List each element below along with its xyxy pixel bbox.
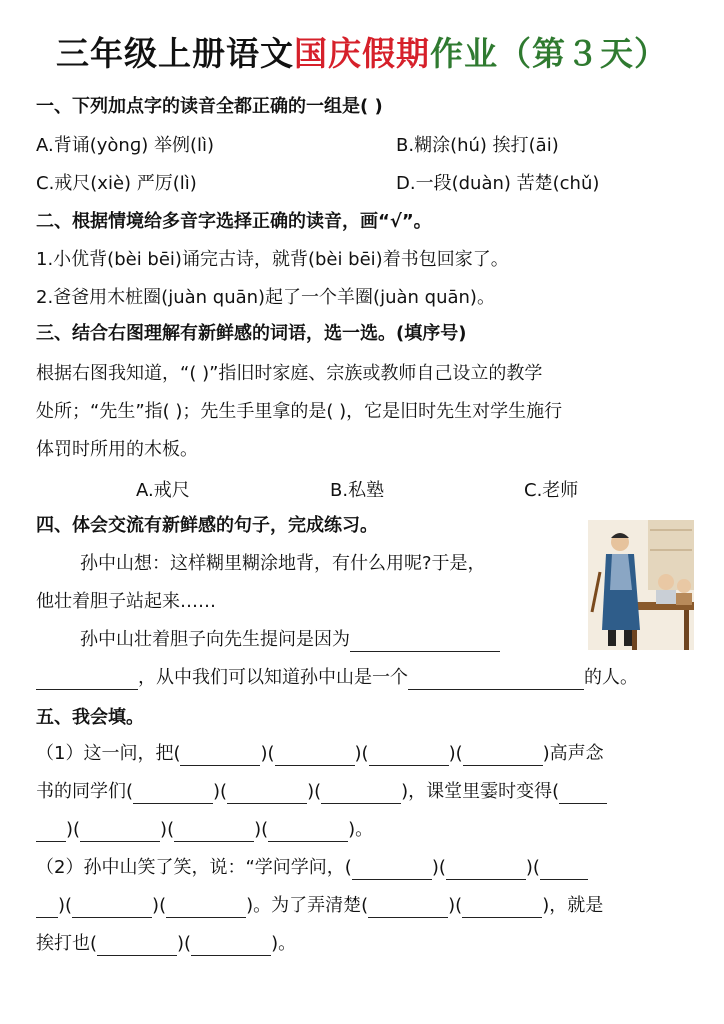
blank-separator: )( (152, 895, 167, 916)
blank-separator: )( (307, 781, 322, 802)
answer-blank[interactable] (463, 747, 543, 766)
answer-blank[interactable] (80, 823, 160, 842)
blank-separator: )( (66, 819, 81, 840)
answer-blank[interactable] (368, 899, 448, 918)
classroom-illustration (588, 520, 694, 650)
blank-separator: )( (448, 743, 463, 764)
section4-quote-line-1: 孙中山想：这样糊里糊涂地背，有什么用呢?于是， (80, 553, 486, 574)
section5-p1-end: )。 (348, 819, 374, 840)
section3-text-line-2: 处所；“先生”指( )；先生手里拿的是( )，它是旧时先生对学生施行 (36, 401, 563, 422)
section5-p2-line-2 (36, 894, 603, 918)
blank-separator: )( (213, 781, 228, 802)
blank-separator: )( (525, 857, 540, 878)
section1-option-a: A.背诵(yònɡ) 举例(lì) (36, 135, 215, 156)
section4-question-line-1 (80, 628, 500, 652)
section3-text-line-3: 体罚时所用的木板。 (36, 439, 198, 460)
answer-blank[interactable] (180, 747, 260, 766)
answer-blank[interactable] (97, 937, 177, 956)
answer-blank[interactable] (268, 823, 348, 842)
page-title (0, 28, 724, 75)
answer-blank[interactable] (166, 899, 246, 918)
section5-p2-line2-suffix: )，就是 (542, 895, 604, 916)
title-part-1: 三年级上册语文 (56, 34, 294, 73)
section4-question-suffix: 的人。 (584, 667, 638, 688)
section3-heading: 三、结合右图理解有新鲜感的词语，选一选。(填序号) (36, 323, 467, 344)
answer-blank[interactable] (446, 861, 526, 880)
title-part-3: 作业（第３天） (430, 34, 668, 73)
section1-option-b: B.糊涂(hú) 挨打(āi) (396, 135, 559, 156)
section4-heading: 四、体会交流有新鲜感的句子，完成练习。 (36, 515, 378, 536)
section4-question-middle: ，从中我们可以知道孙中山是一个 (138, 667, 408, 688)
section3-choice-a: A.戒尺 (136, 480, 190, 501)
answer-blank[interactable] (133, 785, 213, 804)
answer-blank[interactable] (191, 937, 271, 956)
answer-blank[interactable] (350, 633, 500, 652)
section2-item-2: 2.爸爸用木桩圈(juàn quān)起了一个羊圈(juàn quān)。 (36, 287, 495, 308)
section5-p2-end: )。 (271, 933, 297, 954)
answer-blank[interactable] (408, 671, 584, 690)
answer-blank[interactable] (174, 823, 254, 842)
section5-p1-prefix: （1）这一问，把( (36, 743, 181, 764)
section5-p1-line2-prefix: 书的同学们( (36, 781, 134, 802)
section1-heading: 一、下列加点字的读音全都正确的一组是( ) (36, 96, 383, 117)
title-part-2: 国庆假期 (294, 34, 430, 73)
blank-separator: )( (448, 895, 463, 916)
section1-option-d: D.一段(duàn) 苦楚(chǔ) (396, 173, 600, 194)
answer-blank[interactable] (352, 861, 432, 880)
section5-p2-line-1 (36, 856, 588, 880)
answer-blank[interactable] (540, 861, 588, 880)
section4-quote-line-2: 他壮着胆子站起来…… (36, 591, 216, 612)
section5-heading: 五、我会填。 (36, 707, 144, 728)
blank-separator: )( (58, 895, 73, 916)
section5-p1-line-2 (36, 780, 607, 804)
section2-heading: 二、根据情境给多音字选择正确的读音，画“√”。 (36, 211, 432, 232)
blank-separator: )( (254, 819, 269, 840)
section5-p2-line3-prefix: 挨打也( (36, 933, 98, 954)
answer-blank[interactable] (227, 785, 307, 804)
section3-choice-b: B.私塾 (330, 480, 385, 501)
section5-p2-line2-mid: )。为了弄清楚( (246, 895, 369, 916)
answer-blank[interactable] (36, 823, 66, 842)
section5-p2-line-3 (36, 932, 296, 956)
answer-blank[interactable] (72, 899, 152, 918)
answer-blank[interactable] (462, 899, 542, 918)
section5-p1-line-3 (36, 818, 373, 842)
section3-choice-c: C.老师 (524, 480, 579, 501)
answer-blank[interactable] (321, 785, 401, 804)
answer-blank[interactable] (36, 671, 138, 690)
blank-separator: )( (160, 819, 175, 840)
answer-blank[interactable] (36, 899, 58, 918)
blank-separator: )( (177, 933, 192, 954)
section2-item-1: 1.小优背(bèi bēi)诵完古诗，就背(bèi bēi)着书包回家了。 (36, 249, 509, 270)
section4-question-prefix: 孙中山壮着胆子向先生提问是因为 (80, 629, 350, 650)
blank-separator: )( (431, 857, 446, 878)
section3-text-line-1: 根据右图我知道，“( )”指旧时家庭、宗族或教师自己设立的教学 (36, 363, 543, 384)
blank-separator: )( (260, 743, 275, 764)
answer-blank[interactable] (369, 747, 449, 766)
section4-question-line-2 (36, 666, 638, 690)
blank-separator: )( (354, 743, 369, 764)
section5-p1-line-1 (36, 742, 604, 766)
section5-p1-line2-mid: )，课堂里霎时变得( (401, 781, 560, 802)
section1-option-c: C.戒尺(xiè) 严厉(lì) (36, 173, 197, 194)
section5-p2-prefix: （2）孙中山笑了笑，说：“学问学问，( (36, 857, 352, 878)
answer-blank[interactable] (275, 747, 355, 766)
answer-blank[interactable] (559, 785, 607, 804)
section5-p1-suffix: )高声念 (542, 743, 604, 764)
